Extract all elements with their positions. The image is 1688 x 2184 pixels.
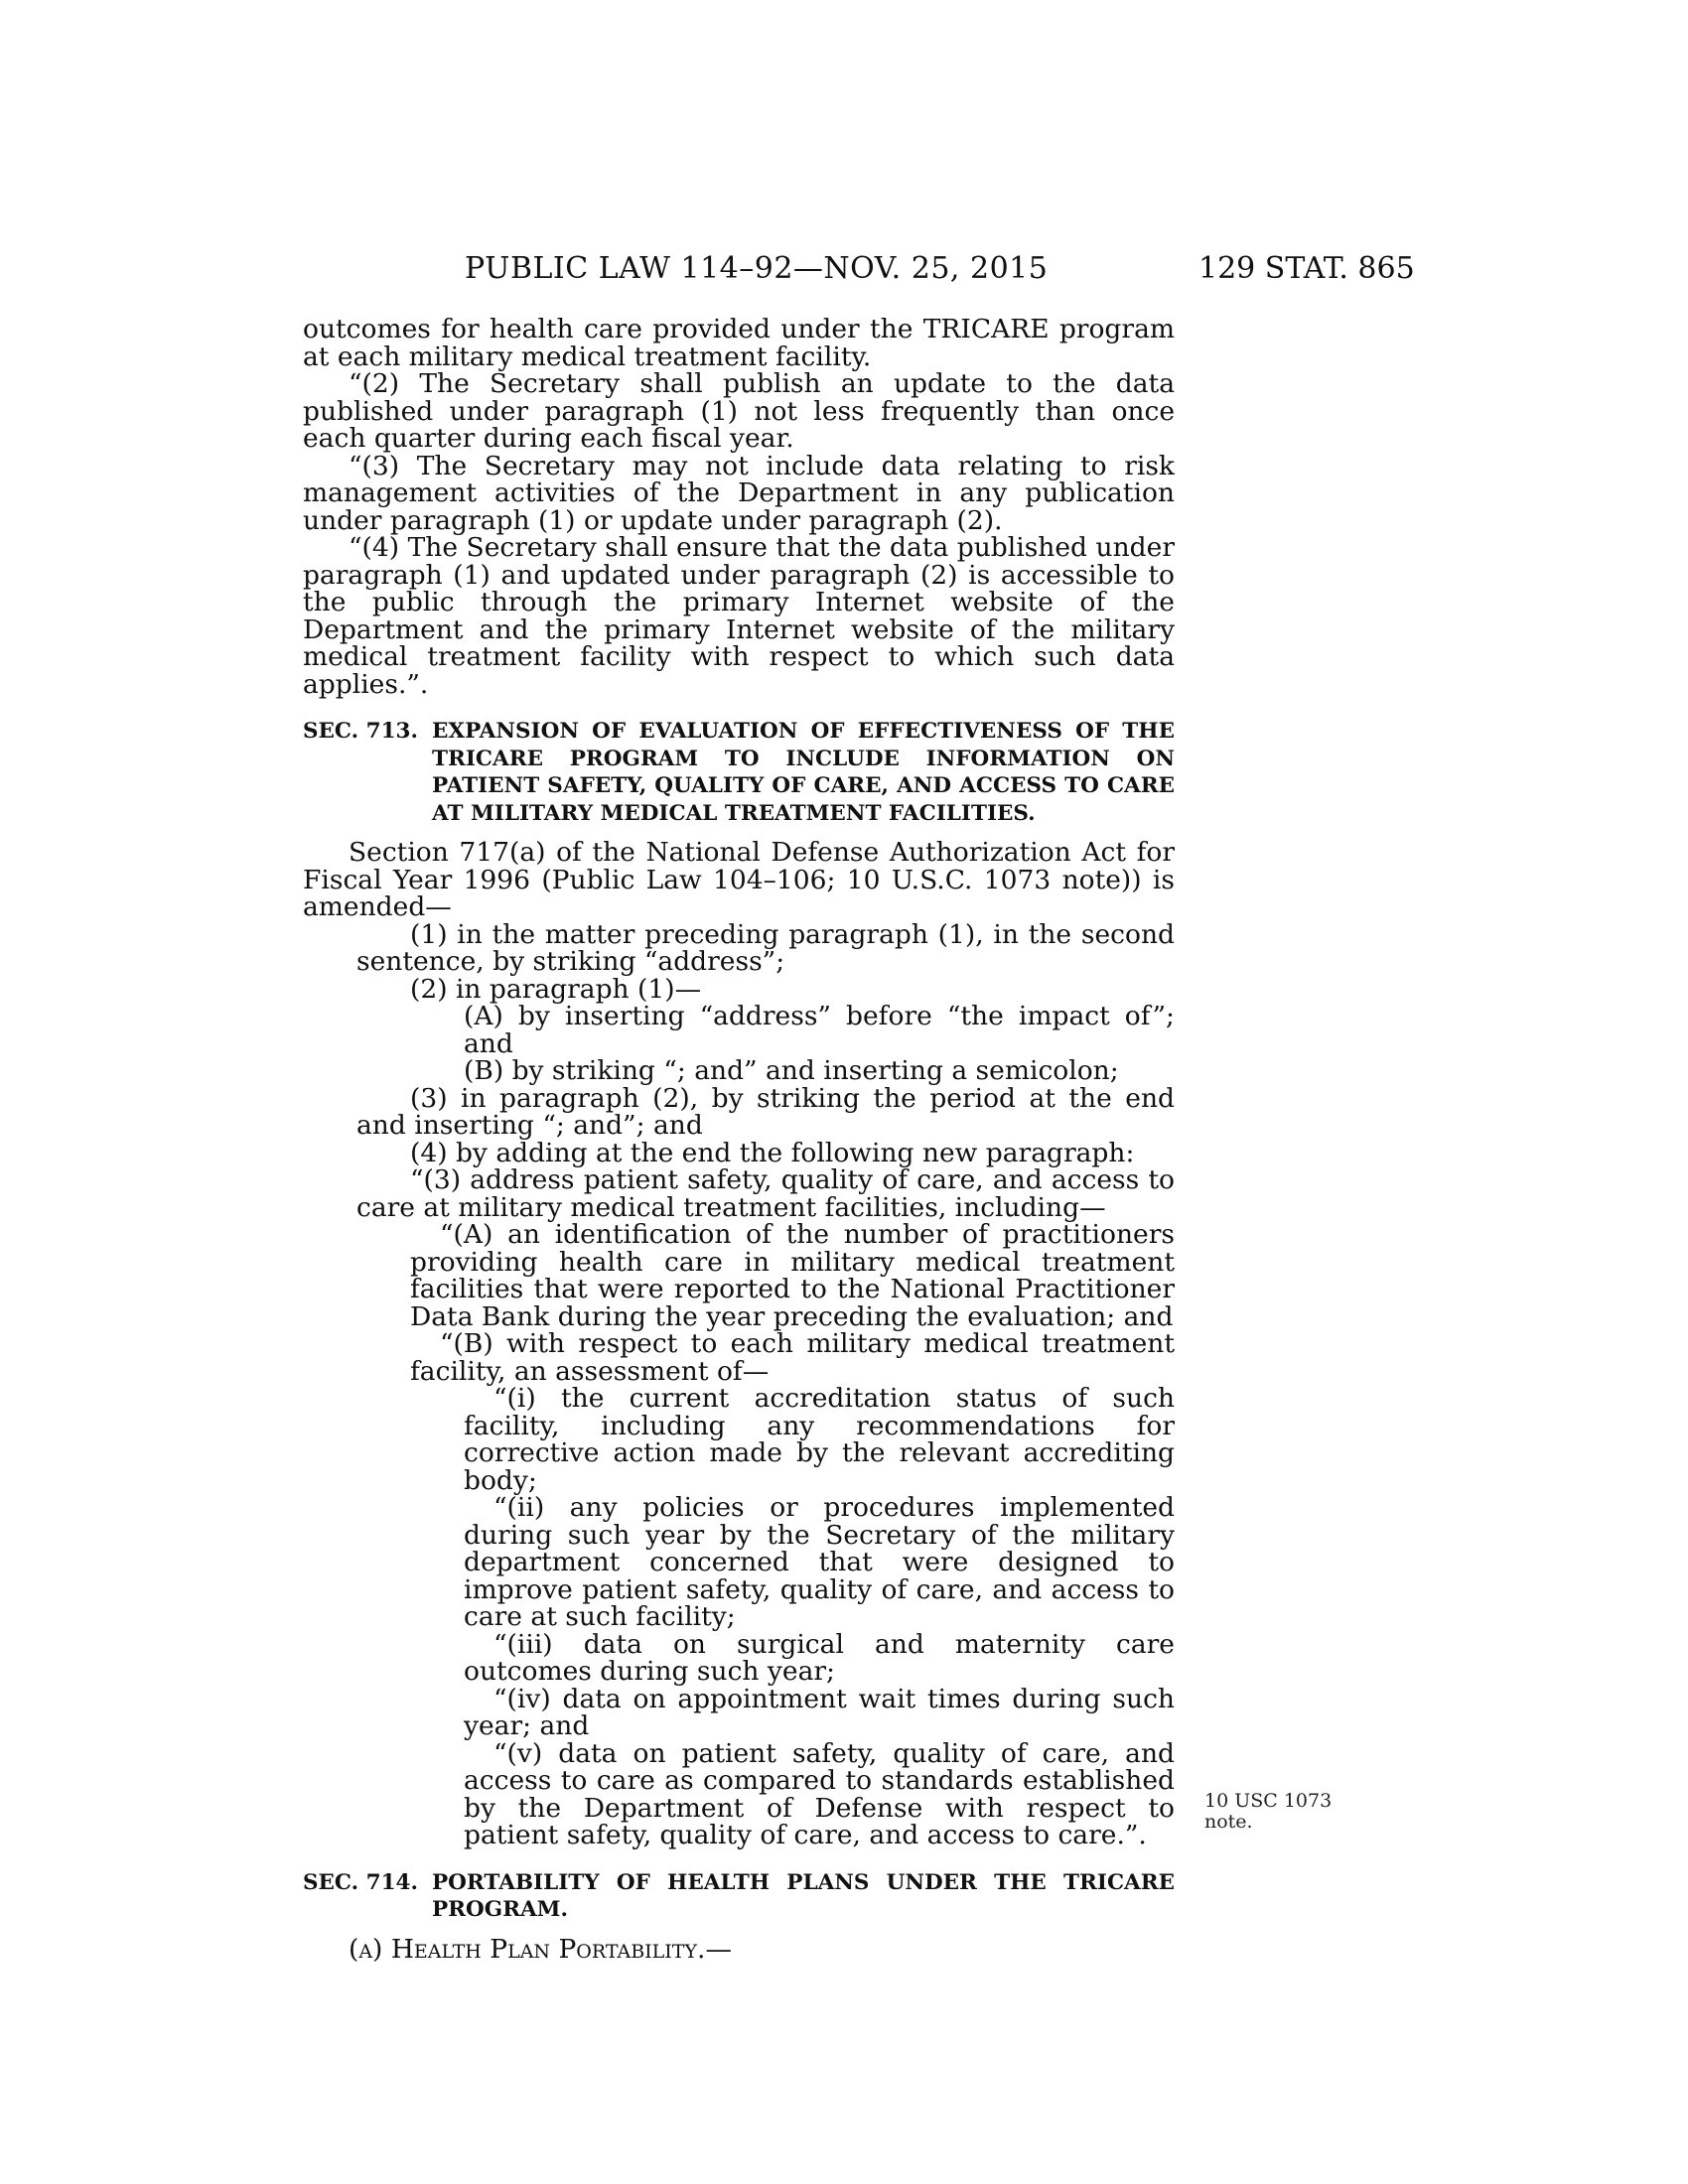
amendment-2: (2) in paragraph (1)— <box>410 973 702 1005</box>
subsection-a-heading: (a) Health Plan Portability.— <box>349 1933 732 1965</box>
section-number: SEC. 714. <box>303 1869 418 1895</box>
clause-iii: “(iii) data on surgical and maternity care outcomes during such year; <box>464 1628 1175 1687</box>
running-header-title: PUBLIC LAW 114–92—NOV. 25, 2015 <box>465 251 1049 286</box>
section-number: SEC. 713. <box>303 719 418 744</box>
margin-note-line: note. <box>1204 1811 1253 1833</box>
amendment-2B: (B) by striking “; and” and inserting a semicolon; <box>464 1055 1119 1086</box>
margin-note <box>1204 1791 1353 1833</box>
paragraph-3: “(3) The Secretary may not include data relating to risk management activities of the Department in any publication under paragraph (1) or update under paragraph (2). <box>303 450 1175 536</box>
margin-note-line: 10 USC 1073 <box>1204 1790 1333 1812</box>
clause-iv: “(iv) data on appointment wait times during such year; and <box>464 1683 1175 1741</box>
section-heading-713 <box>303 718 1175 827</box>
paragraph-2: “(2) The Secretary shall publish an update to the data published under paragraph (1) not less frequently than once each quarter during each fiscal year. <box>303 368 1175 454</box>
amendment-3: (3) in paragraph (2), by striking the period at the end and inserting “; and”; and <box>356 1082 1175 1141</box>
section-heading-714 <box>303 1869 1175 1924</box>
clause-i: “(i) the current accreditation status of such facility, including any recommendations for corrective action made by the relevant accrediting body; <box>464 1383 1175 1496</box>
running-header-page: 129 STAT. 865 <box>1198 251 1415 286</box>
paragraph-continued: outcomes for health care provided under the TRICARE program at each military medical treatment facility. <box>303 314 1175 372</box>
new-subparagraph-A: “(A) an identification of the number of practitioners providing health care in military medical treatment facilities that were reported to the National Practitioner Data Bank during the year preceding the evaluation; and <box>410 1219 1175 1332</box>
paragraph-4: “(4) The Secretary shall ensure that the data published under paragraph (1) and updated under paragraph (2) is accessible to the public through the primary Internet website of the Department and the primary Internet website of the military medical treatment facility with respect to which such data applies.”. <box>303 532 1175 700</box>
section-713-intro: Section 717(a) of the National Defense Authorization Act for Fiscal Year 1996 (Public Law 104–106; 10 U.S.C. 1073 note)) is amended— <box>303 837 1175 922</box>
amendment-4: (4) by adding at the end the following new paragraph: <box>410 1137 1135 1168</box>
new-subparagraph-B: “(B) with respect to each military medical treatment facility, an assessment of— <box>410 1328 1175 1387</box>
new-paragraph-3: “(3) address patient safety, quality of care, and access to care at military medical treatment facilities, including— <box>356 1164 1175 1223</box>
clause-ii: “(ii) any policies or procedures implemented during such year by the Secretary of the military department concerned that were designed to improve patient safety, quality of care, and access to care at such facility; <box>464 1492 1175 1632</box>
section-title: PORTABILITY OF HEALTH PLANS UNDER THE TRICARE PROGRAM. <box>432 1869 1175 1922</box>
amendment-2A: (A) by inserting “address” before “the impact of”; and <box>464 1001 1175 1059</box>
body-text <box>303 316 1175 1963</box>
clause-v: “(v) data on patient safety, quality of care, and access to care as compared to standards established by the Department of Defense with respect to patient safety, quality of care, and access to care.”. <box>464 1737 1175 1850</box>
amendment-1: (1) in the matter preceding paragraph (1), in the second sentence, by striking “address”; <box>356 918 1175 977</box>
section-title: EXPANSION OF EVALUATION OF EFFECTIVENESS OF THE TRICARE PROGRAM TO INCLUDE INFORMATION ON PATIENT SAFETY, QUALITY OF CARE, AND ACCESS TO CARE AT MILITARY MEDICAL TREATMENT FACILITIES. <box>432 719 1175 826</box>
